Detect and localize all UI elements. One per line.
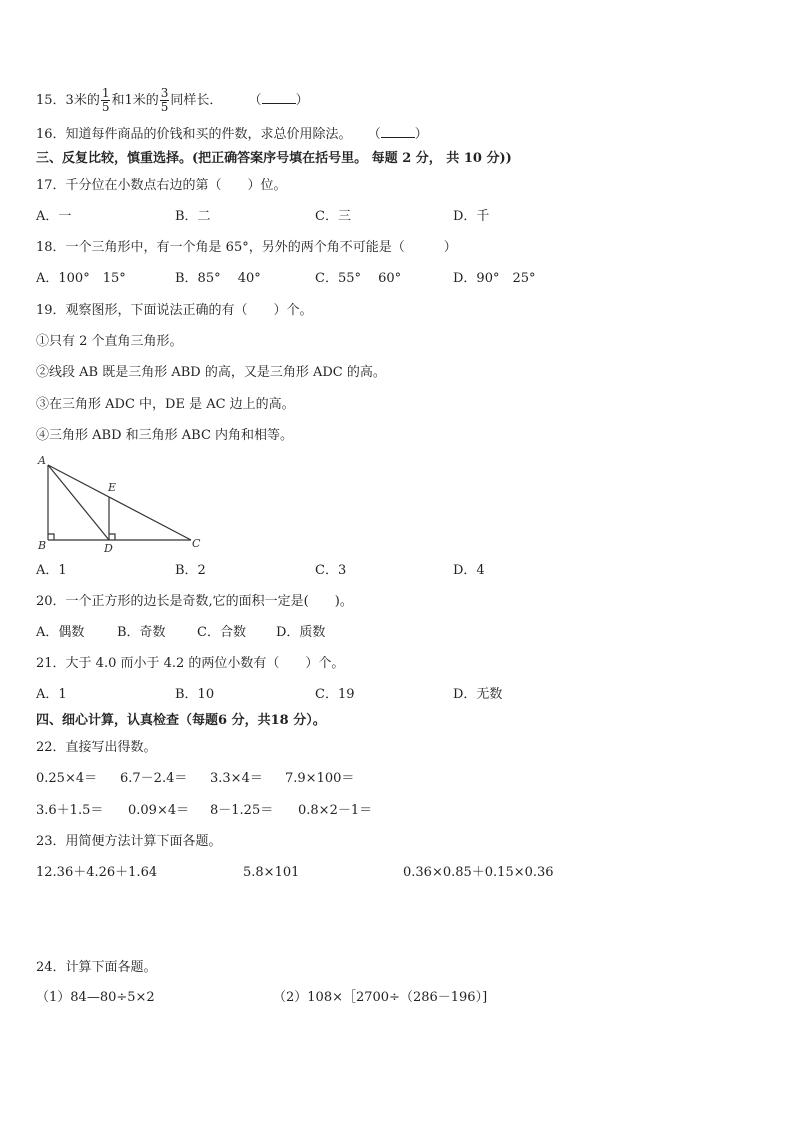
q15-text-1: 3米的 [65,93,100,108]
fraction-one-fifth: $\frac{1}{5}$ [101,86,110,114]
question-20: 20．一个正方形的边长是奇数,它的面积一定是( )。 [36,594,353,609]
label-c: C [192,537,201,550]
segment-ad [48,465,109,540]
q19-statement-2: ②线段 AB 既是三角形 ABD 的高，又是三角形 ADC 的高。 [36,365,386,380]
q21-option-d[interactable]: D．无数 [453,687,503,702]
section-4-heading: 四、细心计算，认真检查（每题6 分，共18 分）。 [36,713,326,728]
q23-item-1: 12.36＋4.26＋1.64 [36,865,158,880]
question-23: 23．用简便方法计算下面各题。 [36,834,222,849]
q24-item-1: （1）84—80÷5×2 [36,990,155,1005]
q22-item-4: 7.9×100＝ [285,771,355,786]
question-22: 22．直接写出得数。 [36,740,157,755]
right-angle-mark-b [48,534,54,540]
q22-item-6: 0.09×4＝ [128,803,190,818]
q17-option-d[interactable]: D．千 [453,209,490,224]
q21-option-c[interactable]: C．19 [315,687,355,702]
label-a: A [38,454,46,467]
question-24: 24．计算下面各题。 [36,960,157,975]
q22-item-7: 8－1.25＝ [210,803,274,818]
q23-item-3: 0.36×0.85＋0.15×0.36 [403,865,554,880]
q21-option-a[interactable]: A．1 [36,687,67,702]
label-d: D [104,542,113,555]
label-b: B [38,539,47,552]
q19-option-d[interactable]: D．4 [453,563,485,578]
q23-item-2: 5.8×101 [243,865,300,880]
question-17: 17．千分位在小数点右边的第（ ）位。 [36,178,287,193]
right-angle-mark-d [109,534,115,540]
q20-option-c[interactable]: C．合数 [197,625,246,640]
q19-statement-3: ③在三角形 ADC 中，DE 是 AC 边上的高。 [36,397,295,412]
question-15: 15．3米的 $\frac{1}{5}$ 和1米的 $\frac{3}{5}$ 同样长． （ ） [36,86,309,114]
section-3-heading: 三、反复比较，慎重选择。(把正确答案序号填在括号里。 每题 2 分， 共 10 分)) [36,151,512,166]
q19-option-b[interactable]: B．2 [175,563,206,578]
segment-ac [48,465,191,540]
q15-number: 15． [36,93,66,108]
q18-option-a[interactable]: A．100° 15° [36,271,126,286]
question-19: 19．观察图形，下面说法正确的有（ ）个。 [36,303,313,318]
q22-item-8: 0.8×2－1＝ [298,803,373,818]
q15-text-3: 同样长． [170,93,223,108]
q17-option-c[interactable]: C．三 [315,209,351,224]
q22-item-1: 0.25×4＝ [36,771,98,786]
q20-option-b[interactable]: B．奇数 [117,625,166,640]
q21-option-b[interactable]: B．10 [175,687,215,702]
q18-option-d[interactable]: D．90° 25° [453,271,536,286]
question-16: 16．知道每件商品的价钱和买的件数，求总价用除法。 （ ） [36,127,428,142]
q19-statement-1: ①只有 2 个直角三角形。 [36,334,183,349]
q16-answer-blank[interactable] [381,125,415,138]
fraction-three-fifths: $\frac{3}{5}$ [160,86,169,114]
q24-item-2: （2）108×［2700÷（286－196）] [273,990,488,1005]
q19-option-a[interactable]: A．1 [36,563,67,578]
q20-option-a[interactable]: A．偶数 [36,625,85,640]
question-21: 21．大于 4.0 而小于 4.2 的两位小数有（ ）个。 [36,656,345,671]
q15-answer-blank[interactable] [262,91,296,104]
q22-item-3: 3.3×4＝ [210,771,263,786]
label-e: E [108,481,117,494]
q22-item-5: 3.6＋1.5＝ [36,803,104,818]
q18-option-b[interactable]: B．85° 40° [175,271,261,286]
q18-option-c[interactable]: C．55° 60° [315,271,402,286]
q17-option-a[interactable]: A．一 [36,209,72,224]
triangle-figure [30,448,210,558]
q17-option-b[interactable]: B．二 [175,209,211,224]
q22-item-2: 6.7－2.4＝ [120,771,188,786]
question-18: 18．一个三角形中，有一个角是 65°，另外的两个角不可能是（ ） [36,240,457,255]
q16-text: 16．知道每件商品的价钱和买的件数，求总价用除法。 [36,127,352,142]
q19-option-c[interactable]: C．3 [315,563,347,578]
q15-text-2: 和1米的 [111,93,159,108]
q19-statement-4: ④三角形 ABD 和三角形 ABC 内角和相等。 [36,428,294,443]
q20-option-d[interactable]: D．质数 [276,625,326,640]
